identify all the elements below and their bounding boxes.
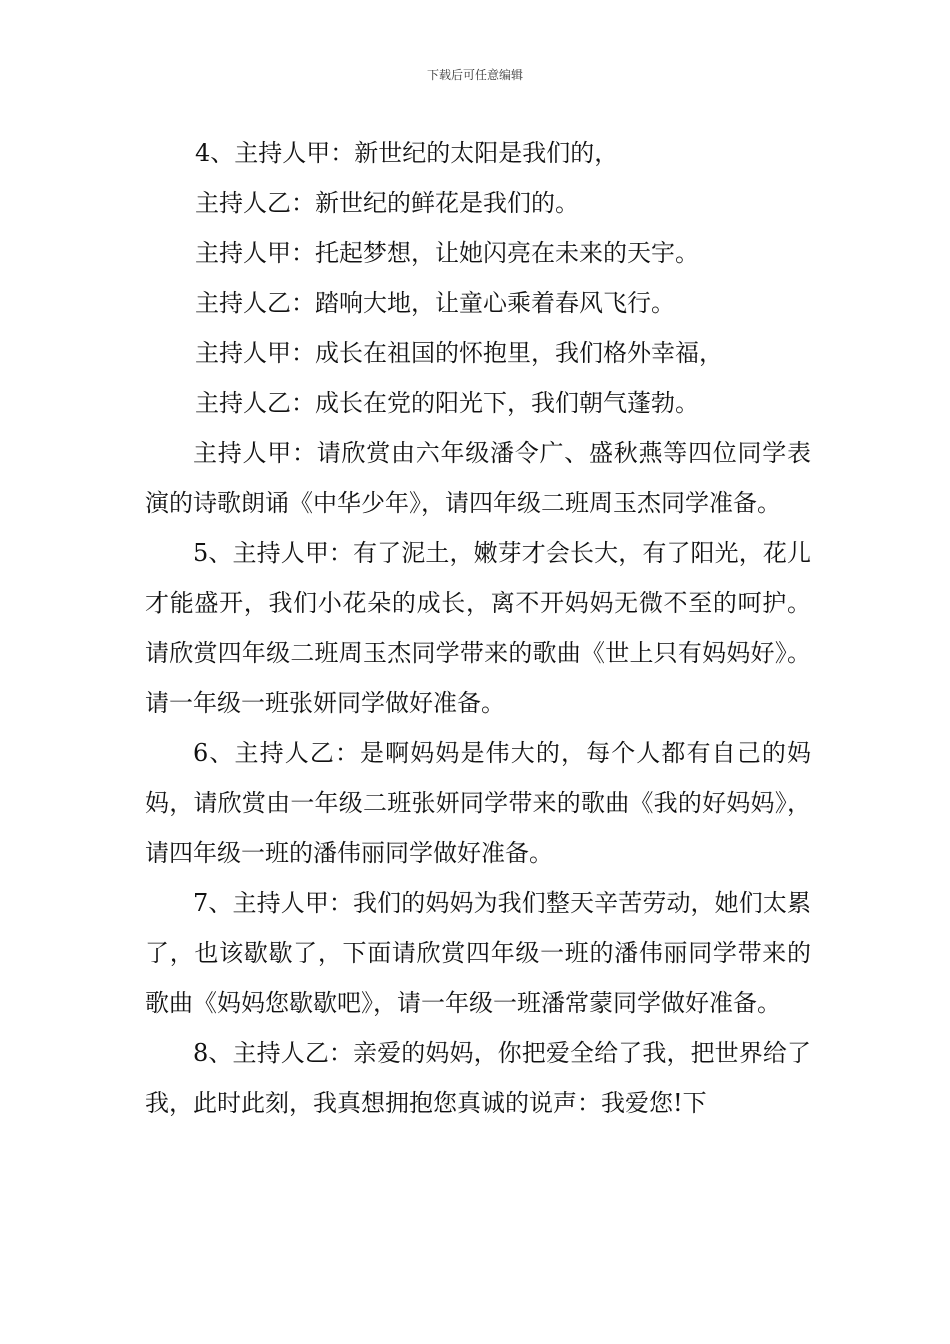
paragraph-intro-poem: 主持人甲：请欣赏由六年级潘令广、盛秋燕等四位同学表演的诗歌朗诵《中华少年》，请四年级二班周玉杰同学准备。 [145, 439, 811, 517]
dialogue-line: 主持人乙：新世纪的鲜花是我们的。 [195, 189, 579, 217]
document-body [145, 128, 811, 1128]
dialogue-line: 主持人甲：托起梦想，让她闪亮在未来的天宇。 [195, 239, 699, 267]
dialogue-line: 主持人甲：成长在祖国的怀抱里，我们格外幸福， [195, 339, 723, 367]
dialogue-line: 主持人乙：成长在党的阳光下，我们朝气蓬勃。 [195, 389, 699, 417]
dialogue-line: 主持人乙：踏响大地，让童心乘着春风飞行。 [195, 289, 675, 317]
paragraph-item-5: 5、主持人甲：有了泥土，嫩芽才会长大，有了阳光，花儿才能盛开，我们小花朵的成长，离不开妈妈无微不至的呵护。请欣赏四年级二班周玉杰同学带来的歌曲《世上只有妈妈好》。请一年级一班张妍同学做好准备。 [145, 539, 811, 717]
paragraph-item-8: 8、主持人乙：亲爱的妈妈，你把爱全给了我，把世界给了我，此时此刻，我真想拥抱您真诚的说声：我爱您!下 [145, 1039, 811, 1117]
dialogue-line: 4、主持人甲：新世纪的太阳是我们的， [195, 139, 619, 167]
page-header-note: 下载后可任意编辑 [426, 68, 523, 82]
paragraph-item-6: 6、主持人乙：是啊妈妈是伟大的，每个人都有自己的妈妈，请欣赏由一年级二班张妍同学带来的歌曲《我的好妈妈》，请四年级一班的潘伟丽同学做好准备。 [145, 739, 811, 867]
paragraph-item-7: 7、主持人甲：我们的妈妈为我们整天辛苦劳动，她们太累了，也该歇歇了，下面请欣赏四年级一班的潘伟丽同学带来的歌曲《妈妈您歇歇吧》，请一年级一班潘常蒙同学做好准备。 [145, 889, 811, 1017]
